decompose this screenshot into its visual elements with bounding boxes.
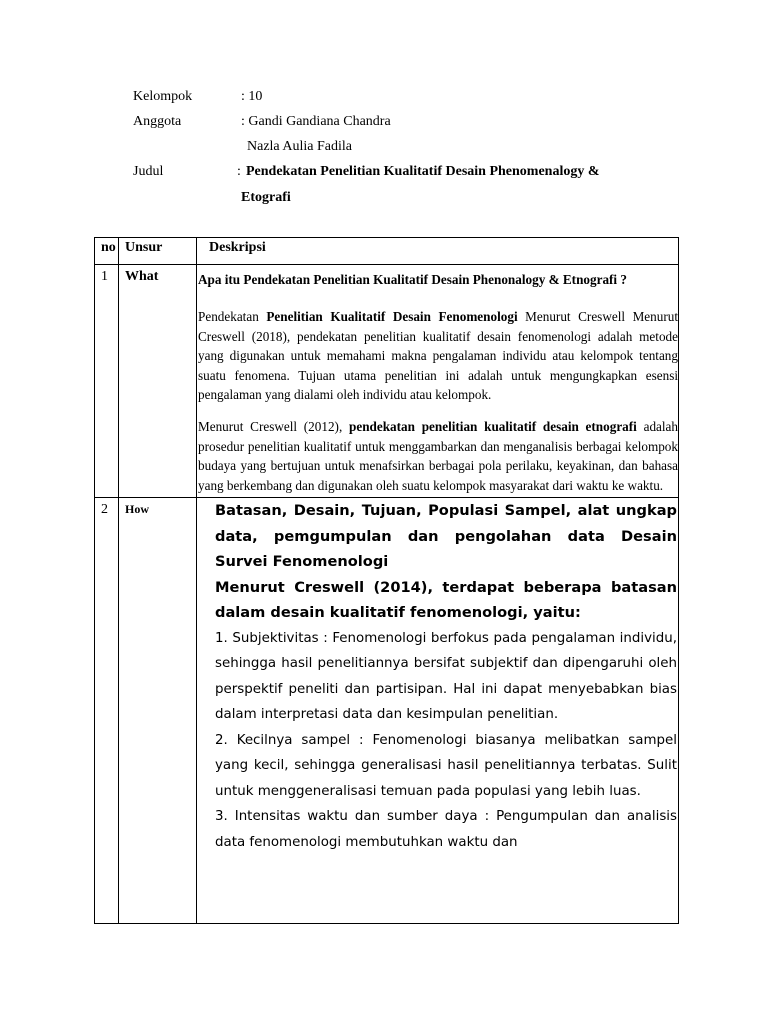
header-no: no <box>95 238 119 265</box>
anggota-label: Anggota <box>133 114 182 129</box>
table-header-row <box>95 238 679 265</box>
paragraph-body: Menurut Creswell Menurut Creswell (2018), pendekatan penelitian kualitatif desain fenomenologi adalah metode yang digunakan untuk memahami makna pengalaman individu atau kelompok tentang suatu fenomena. Tujuan utama penelitian ini adalah untuk mengungkapkan esensi pengalaman yang dialami oleh individu atau kelompok. <box>198 309 678 403</box>
how-content <box>197 498 678 923</box>
unsur-cell: What <box>119 265 197 498</box>
paragraph-bold-term: pendekatan penelitian kualitatif desain etnografi <box>349 418 637 434</box>
header-deskripsi: Deskripsi <box>197 238 679 265</box>
row-number: 1 <box>95 265 119 498</box>
description-cell <box>197 265 679 498</box>
judul-label: Judul <box>133 164 164 179</box>
paragraph-prefix: Menurut Creswell (2012), <box>198 418 349 434</box>
description-question: Apa itu Pendekatan Penelitian Kualitatif Desain Phenonalogy & Etnografi ? <box>198 272 627 287</box>
list-item: 1. Subjektivitas : Fenomenologi berfokus pada pengalaman individu, sehingga hasil penelitiannya bersifat subjektif dan dipengaruhi oleh perspektif peneliti dan partisipan. Hal ini dapat menyebabkan bias dalam interpretasi data dan kesimpulan penelitian. <box>215 630 677 723</box>
anggota-member-1: : Gandi Gandiana Chandra <box>241 114 391 129</box>
kelompok-label: Kelompok <box>133 89 193 104</box>
table-row <box>95 265 679 498</box>
description-paragraph <box>198 417 678 495</box>
paragraph-body: adalah prosedur penelitian kualitatif untuk menggambarkan dan menganalisis berbagai kelompok budaya yang bertujuan untuk menafsirkan berbagai pola perilaku, keyakinan, dan bahasa yang berkembang dan digunakan oleh suatu kelompok masyarakat dari waktu ke waktu. <box>198 418 679 493</box>
paragraph-bold-term: Penelitian Kualitatif Desain Fenomenologi <box>266 309 518 324</box>
anggota-member-2: Nazla Aulia Fadila <box>247 139 352 154</box>
judul-title-line-2: Etografi <box>241 190 291 205</box>
header-unsur: Unsur <box>119 238 197 265</box>
table-row <box>95 498 679 924</box>
list-item: 2. Kecilnya sampel : Fenomenologi biasanya melibatkan sampel yang kecil, sehingga generalisasi hasil penelitiannya terbatas. Sulit untuk menggeneralisasi temuan pada populasi yang lebih luas. <box>215 732 677 799</box>
unsur-cell: How <box>119 498 197 924</box>
judul-colon: : <box>237 164 241 179</box>
paragraph-prefix: Pendekatan <box>198 309 267 324</box>
description-cell <box>197 498 679 924</box>
judul-title-line-1: Pendekatan Penelitian Kualitatif Desain Phenomenalogy & <box>246 164 600 179</box>
how-subheading: Menurut Creswell (2014), terdapat beberapa batasan dalam desain kualitatif fenomenologi, yaitu: <box>215 578 677 622</box>
description-paragraph <box>198 307 678 405</box>
kelompok-value: : 10 <box>241 89 263 104</box>
how-heading: Batasan, Desain, Tujuan, Populasi Sampel, alat ungkap data, pemgumpulan dan pengolahan data Desain Survei Fenomenologi <box>215 502 677 571</box>
content-table <box>94 237 679 924</box>
row-number: 2 <box>95 498 119 924</box>
list-item: 3. Intensitas waktu dan sumber daya : Pengumpulan dan analisis data fenomenologi membutuhkan waktu dan <box>215 809 677 850</box>
